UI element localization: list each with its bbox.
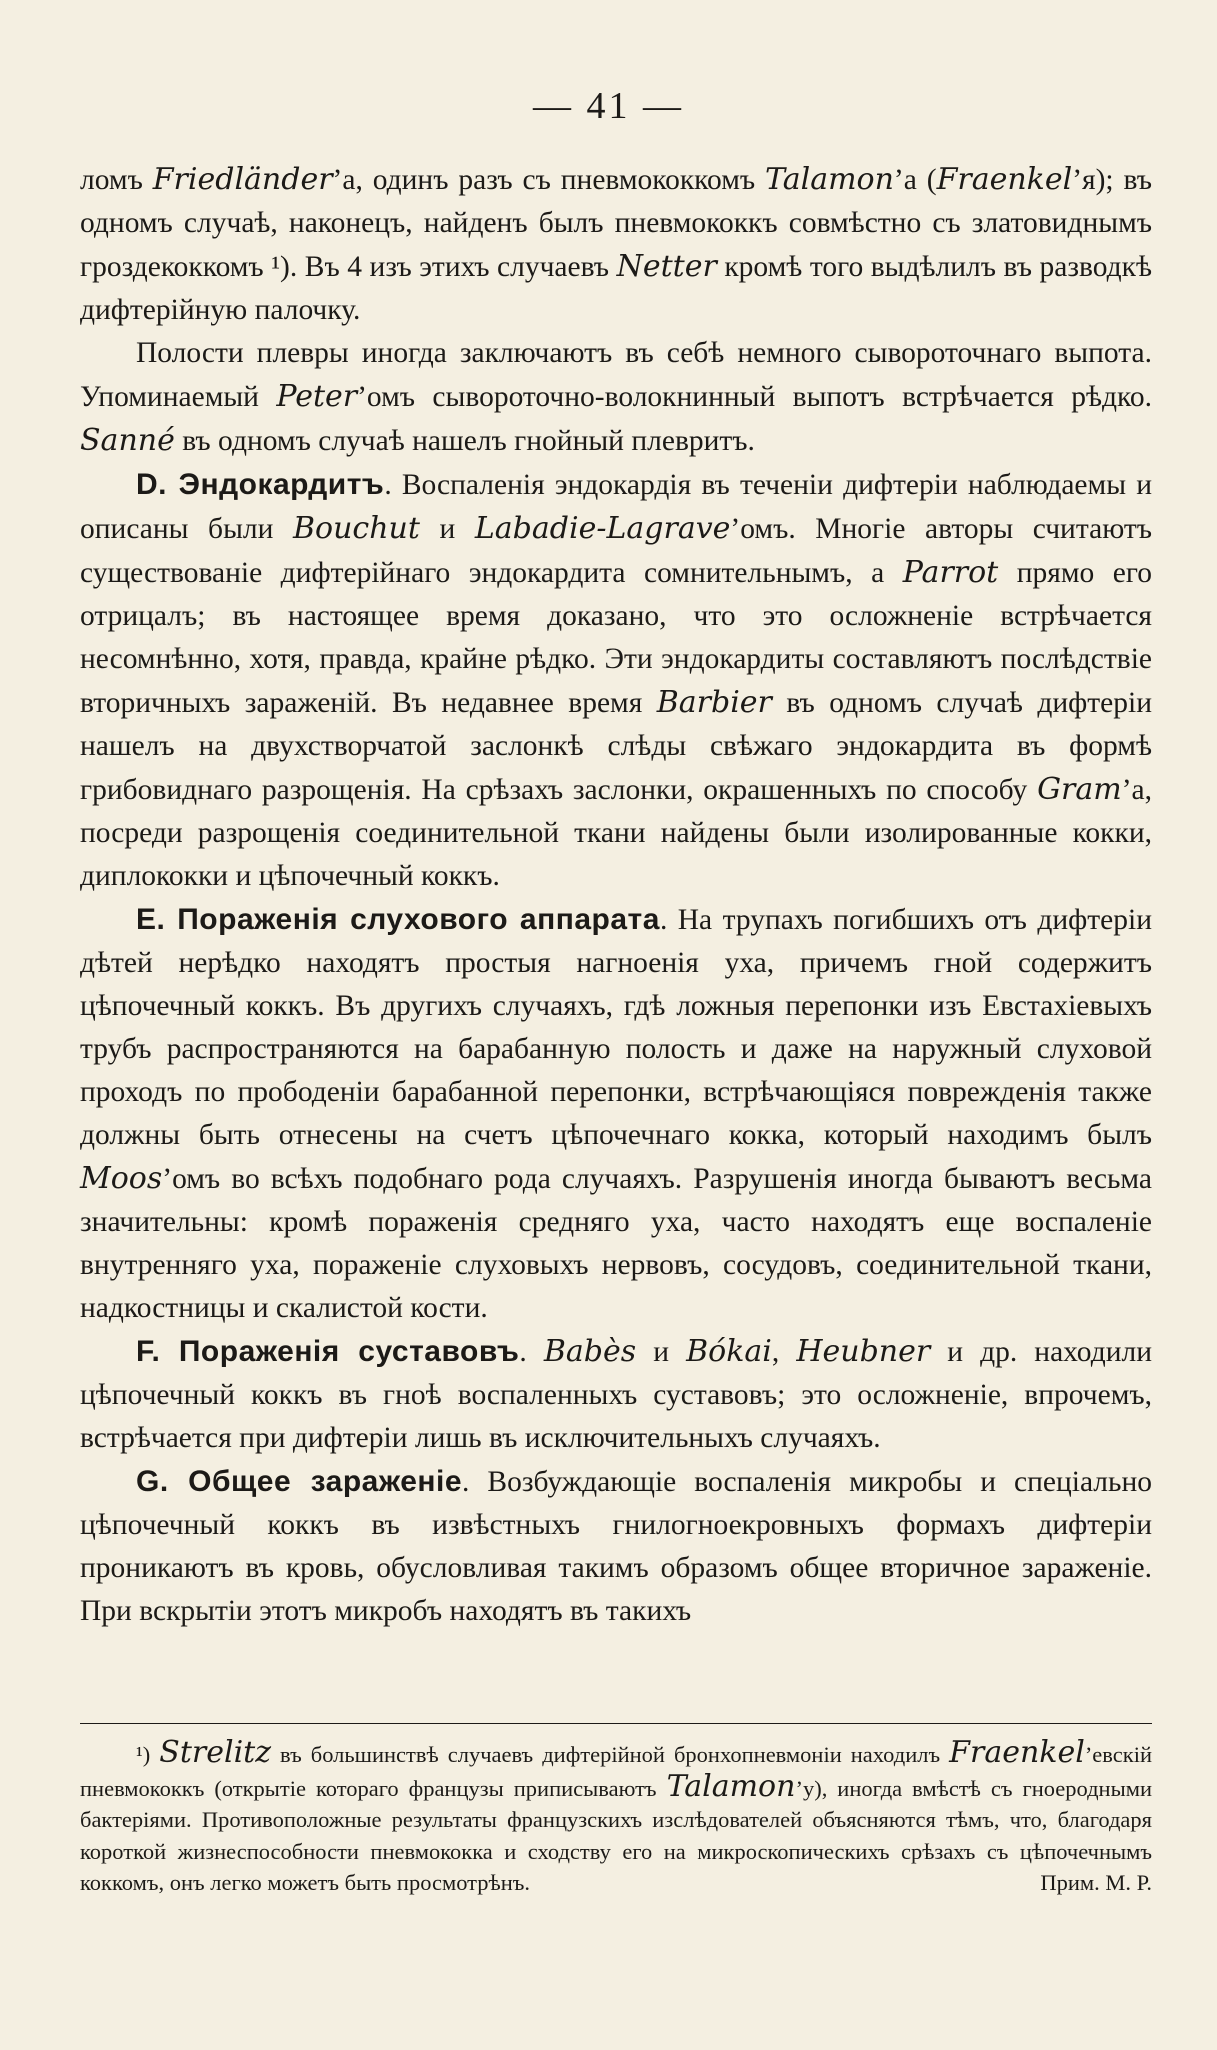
text-run: кромѣ того выдѣлилъ въ разводкѣ дифтерійную палочку. xyxy=(80,251,1152,326)
footnote-rule xyxy=(80,1723,1152,1724)
italic-name: Heubner xyxy=(796,1334,931,1369)
italic-name: Talamon xyxy=(765,162,894,197)
text-run: . На трупахъ погибшихъ отъ дифтеріи дѣтей нерѣдко находятъ простыя нагноенія уха, причемъ гной содержитъ цѣпочечный коккъ. Въ другихъ случаяхъ, гдѣ ложныя перепонки изъ Евстахіевыхъ трубъ распространяются на барабанную полость и даже на наружный слуховой проходъ по прободеніи барабанной перепонки, встрѣчающіяся поврежденія также должны быть отнесены на счетъ цѣпочечнаго кокка, который находимъ былъ xyxy=(80,904,1153,1151)
text-run: прямо его отрицалъ; въ настоящее время доказано, что это осложненіе встрѣчается несомнѣнно, хотя, правда, крайне рѣдко. Эти эндокардиты составляютъ послѣдствіе вторичныхъ зараженій. Въ недавнее время xyxy=(80,557,1153,719)
text-run: ’я); въ одномъ случаѣ, наконецъ, найденъ былъ пневмококкъ совмѣстно съ златовиднымъ гроздекоккомъ ¹). Въ 4 изъ этихъ случаевъ xyxy=(80,164,1152,283)
footnote-text xyxy=(80,1737,1152,1899)
section-heading: G. Общее зараженіе xyxy=(136,1465,463,1498)
italic-name: Netter xyxy=(616,249,717,284)
text-run: ’а, посреди разрощенія соединительной ткани найдены были изолированные кокки, диплококки и цѣпочечный коккъ. xyxy=(80,774,1152,892)
text-run: въ большинствѣ случаевъ дифтерійной бронхопневмоніи находилъ xyxy=(271,1742,950,1767)
paragraph xyxy=(80,158,1152,332)
italic-name: Bókai xyxy=(686,1334,772,1369)
italic-name: Gram xyxy=(1037,772,1122,807)
italic-name: Peter xyxy=(276,379,358,414)
paragraph xyxy=(80,1460,1152,1633)
text-run: , xyxy=(771,1336,797,1368)
text-run: . Воспаленія эндокардія въ теченіи дифтеріи наблюдаемы и описаны были xyxy=(80,469,1152,545)
italic-name: Friedländer xyxy=(152,162,333,197)
section-heading: D. Эндокардитъ xyxy=(136,468,385,501)
italic-name: Talamon xyxy=(666,1768,796,1804)
text-run: ’у), иногда вмѣстѣ съ гноеродными бактеріями. Противоположные результаты французскихъ изслѣдователей объясняются тѣмъ, что, благодаря короткой жизнеспособности пневмококка и сходству его на микроскопическихъ срѣзахъ съ цѣпочечнымъ коккомъ, онъ легко можетъ быть просмотрѣнъ. xyxy=(80,1775,1152,1895)
italic-name: Babès xyxy=(543,1334,637,1369)
text-run: ’евскій пневмококкъ (открытіе котораго французы приписываютъ xyxy=(80,1742,1152,1801)
italic-name: Sanné xyxy=(80,423,175,458)
section-heading: F. Пораженія суставовъ xyxy=(136,1335,520,1368)
text-run: ’омъ сывороточно-волокнинный выпотъ встрѣчается рѣдко. xyxy=(357,381,1152,413)
text-run: ’а ( xyxy=(893,164,937,196)
text-run: Полости плевры иногда заключаютъ въ себѣ немного сывороточнаго выпота. Упоминаемый xyxy=(80,337,1152,413)
text-run: и xyxy=(636,1336,687,1368)
paragraph xyxy=(80,332,1152,463)
text-run: ломъ xyxy=(80,164,153,196)
text-run: ’а, одинъ разъ съ пневмококкомъ xyxy=(332,164,766,196)
text-run: . xyxy=(519,1336,544,1368)
text-run: . Возбуждающіе воспаленія микробы и спеціально цѣпочечный коккъ въ извѣстныхъ гнилогноекровныхъ формахъ дифтеріи проникаютъ въ кровь, обусловливая такимъ образомъ общее вторичное зараженіе. При вскрытіи этотъ микробъ находятъ въ такихъ xyxy=(80,1466,1153,1627)
text-run: и xyxy=(419,513,475,545)
italic-name: Fraenkel xyxy=(936,162,1073,197)
italic-name: Strelitz xyxy=(159,1735,272,1770)
italic-name: Bouchut xyxy=(292,511,420,546)
italic-name: Fraenkel xyxy=(949,1735,1085,1770)
italic-name: Barbier xyxy=(656,685,772,720)
text-run: ’омъ во всѣхъ подобнаго рода случаяхъ. Разрушенія иногда бываютъ весьма значительны: кромѣ пораженія средняго уха, часто находятъ еще воспаленіе внутренняго уха, пораженіе слуховыхъ нервовъ, сосудовъ, соединительной ткани, надкостницы и скалистой кости. xyxy=(80,1163,1152,1324)
page-number: — 41 — xyxy=(533,85,684,127)
text-run: въ одномъ случаѣ нашелъ гнойный плевритъ. xyxy=(174,425,755,457)
text-run: и др. находили цѣпочечный коккъ въ гноѣ воспаленныхъ суставовъ; это осложненіе, впрочемъ, встрѣчается при дифтеріи лишь въ исключительныхъ случаяхъ. xyxy=(80,1336,1153,1454)
italic-name: Parrot xyxy=(902,555,999,590)
section-heading: E. Пораженія слухового аппарата xyxy=(136,903,660,936)
paragraph xyxy=(80,1330,1152,1460)
text-run: въ одномъ случаѣ дифтеріи нашелъ на двухстворчатой заслонкѣ слѣды свѣжаго эндокардита въ формѣ грибовиднаго разрощенія. На срѣзахъ заслонки, окрашенныхъ по способу xyxy=(80,687,1152,806)
text-run: ’омъ. Многіе авторы считаютъ существованіе дифтерійнаго эндокардита сомнительнымъ, а xyxy=(80,513,1152,589)
text-run: ¹) xyxy=(136,1742,160,1767)
paragraph xyxy=(80,463,1152,898)
italic-name: Labadie-Lagrave xyxy=(474,511,731,546)
footnote-signature: Прим. М. Р. xyxy=(1040,1870,1152,1895)
main-text xyxy=(80,158,1152,1633)
paragraph xyxy=(80,898,1152,1330)
italic-name: Moos xyxy=(80,1161,163,1196)
footnote xyxy=(80,1737,1152,1899)
